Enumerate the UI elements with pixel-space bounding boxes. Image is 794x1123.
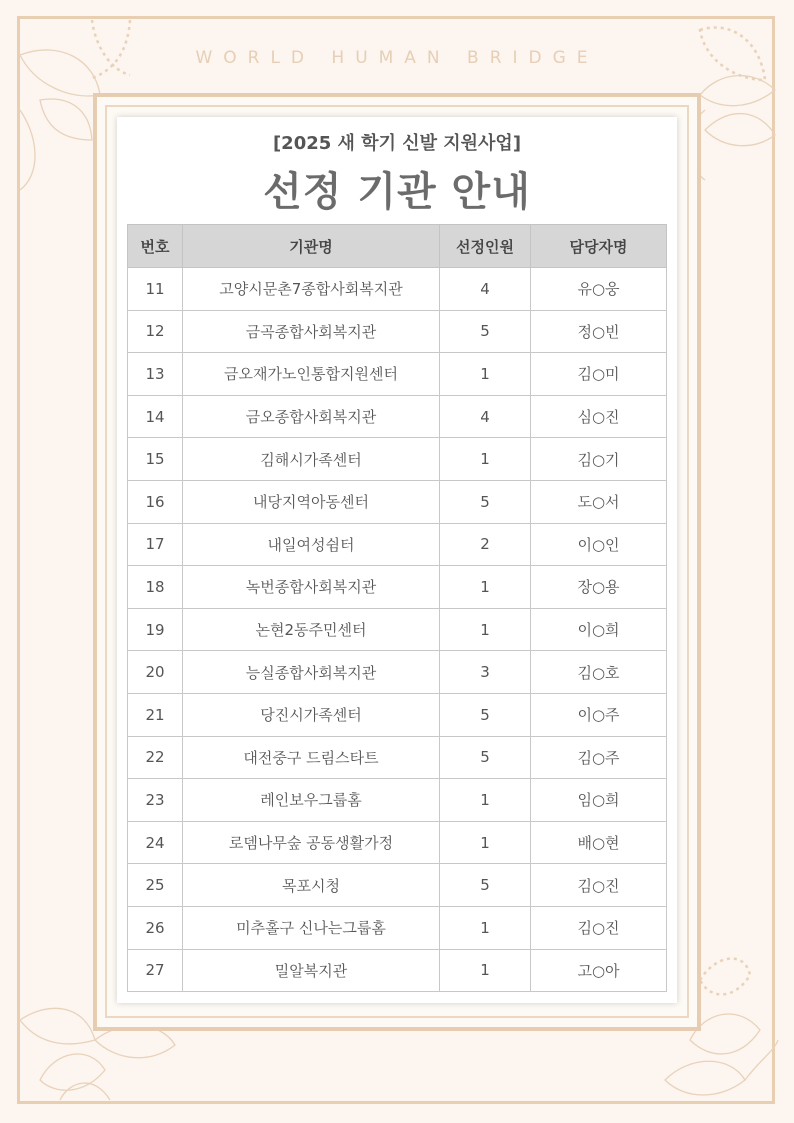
table-row xyxy=(128,480,667,523)
cell-manager: 김○호 xyxy=(531,651,667,694)
cell-selected-count: 1 xyxy=(440,949,531,992)
cell-manager: 이○희 xyxy=(531,608,667,651)
table-row xyxy=(128,268,667,311)
cell-number: 19 xyxy=(128,608,183,651)
header-number: 번호 xyxy=(128,225,183,268)
cell-selected-count: 4 xyxy=(440,268,531,311)
cell-manager: 도○서 xyxy=(531,480,667,523)
cell-institution: 논현2동주민센터 xyxy=(183,608,440,651)
table-row xyxy=(128,821,667,864)
cell-number: 14 xyxy=(128,395,183,438)
cell-selected-count: 1 xyxy=(440,906,531,949)
table-row xyxy=(128,651,667,694)
table-row xyxy=(128,906,667,949)
cell-selected-count: 5 xyxy=(440,480,531,523)
cell-number: 21 xyxy=(128,693,183,736)
cell-number: 11 xyxy=(128,268,183,311)
brand-text: WORLD HUMAN BRIDGE xyxy=(195,48,599,68)
cell-number: 27 xyxy=(128,949,183,992)
cell-manager: 김○미 xyxy=(531,353,667,396)
cell-manager: 고○아 xyxy=(531,949,667,992)
cell-selected-count: 1 xyxy=(440,438,531,481)
cell-number: 12 xyxy=(128,310,183,353)
cell-institution: 금오종합사회복지관 xyxy=(183,395,440,438)
table-row xyxy=(128,438,667,481)
cell-number: 17 xyxy=(128,523,183,566)
cell-selected-count: 1 xyxy=(440,779,531,822)
cell-selected-count: 1 xyxy=(440,608,531,651)
cell-institution: 당진시가족센터 xyxy=(183,693,440,736)
table-row xyxy=(128,693,667,736)
cell-manager: 배○현 xyxy=(531,821,667,864)
cell-number: 23 xyxy=(128,779,183,822)
cell-selected-count: 2 xyxy=(440,523,531,566)
table-row xyxy=(128,566,667,609)
table-row xyxy=(128,864,667,907)
cell-number: 15 xyxy=(128,438,183,481)
cell-institution: 로뎀나무숲 공동생활가정 xyxy=(183,821,440,864)
cell-number: 22 xyxy=(128,736,183,779)
cell-manager: 정○빈 xyxy=(531,310,667,353)
cell-selected-count: 1 xyxy=(440,353,531,396)
cell-manager: 김○진 xyxy=(531,906,667,949)
cell-number: 18 xyxy=(128,566,183,609)
cell-manager: 이○주 xyxy=(531,693,667,736)
table-row xyxy=(128,608,667,651)
page-subtitle: [2025 새 학기 신발 지원사업] xyxy=(272,133,522,154)
cell-number: 20 xyxy=(128,651,183,694)
cell-institution: 레인보우그룹홈 xyxy=(183,779,440,822)
cell-number: 26 xyxy=(128,906,183,949)
cell-manager: 임○희 xyxy=(531,779,667,822)
table-row xyxy=(128,523,667,566)
table-row xyxy=(128,736,667,779)
table-row xyxy=(128,310,667,353)
cell-manager: 김○기 xyxy=(531,438,667,481)
cell-selected-count: 3 xyxy=(440,651,531,694)
cell-institution: 고양시문촌7종합사회복지관 xyxy=(183,268,440,311)
table-row xyxy=(128,949,667,992)
page-title: 선정 기관 안내 xyxy=(263,169,531,215)
cell-manager: 장○용 xyxy=(531,566,667,609)
cell-institution: 목포시청 xyxy=(183,864,440,907)
cell-manager: 김○진 xyxy=(531,864,667,907)
cell-selected-count: 4 xyxy=(440,395,531,438)
cell-institution: 밀알복지관 xyxy=(183,949,440,992)
cell-number: 16 xyxy=(128,480,183,523)
header-selected-count: 선정인원 xyxy=(440,225,531,268)
cell-manager: 김○주 xyxy=(531,736,667,779)
cell-manager: 심○진 xyxy=(531,395,667,438)
cell-selected-count: 5 xyxy=(440,864,531,907)
cell-selected-count: 1 xyxy=(440,566,531,609)
cell-number: 24 xyxy=(128,821,183,864)
cell-institution: 내당지역아동센터 xyxy=(183,480,440,523)
cell-manager: 이○인 xyxy=(531,523,667,566)
cell-number: 25 xyxy=(128,864,183,907)
table-header-row xyxy=(128,225,667,268)
cell-institution: 금곡종합사회복지관 xyxy=(183,310,440,353)
cell-institution: 미추홀구 신나는그룹홈 xyxy=(183,906,440,949)
header-manager: 담당자명 xyxy=(531,225,667,268)
cell-selected-count: 5 xyxy=(440,736,531,779)
cell-institution: 대전중구 드림스타트 xyxy=(183,736,440,779)
cell-institution: 금오재가노인통합지원센터 xyxy=(183,353,440,396)
table-row xyxy=(128,395,667,438)
cell-institution: 능실종합사회복지관 xyxy=(183,651,440,694)
cell-institution: 녹번종합사회복지관 xyxy=(183,566,440,609)
cell-manager: 유○웅 xyxy=(531,268,667,311)
cell-selected-count: 5 xyxy=(440,310,531,353)
table-row xyxy=(128,779,667,822)
selection-table xyxy=(127,224,667,992)
cell-selected-count: 5 xyxy=(440,693,531,736)
table-row xyxy=(128,353,667,396)
cell-number: 13 xyxy=(128,353,183,396)
cell-institution: 김해시가족센터 xyxy=(183,438,440,481)
header-institution: 기관명 xyxy=(183,225,440,268)
cell-institution: 내일여성쉼터 xyxy=(183,523,440,566)
cell-selected-count: 1 xyxy=(440,821,531,864)
